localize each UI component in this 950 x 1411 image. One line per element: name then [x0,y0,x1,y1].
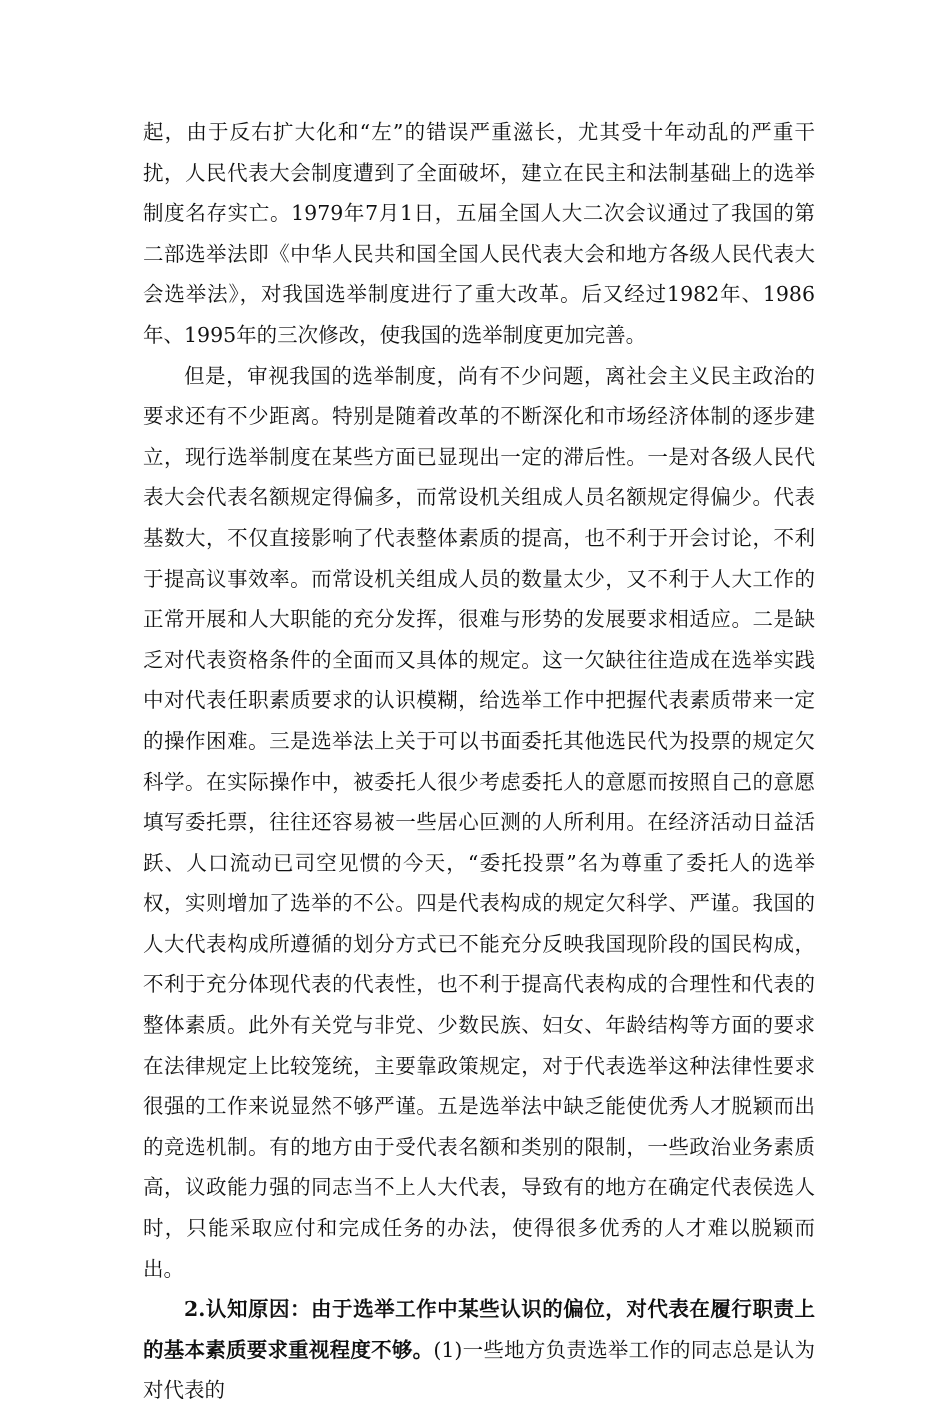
document-body [143,112,815,1411]
paragraph-3 [143,1289,815,1411]
section-heading: 2.认知原因：由于选举工作中某些认识的偏位，对代表在履行职责上的基本素质要求重视程度不够。 [143,1297,815,1362]
paragraph-3-text: (1)一些地方负责选举工作的同志总是认为对代表的 [143,1337,815,1403]
paragraph-2: 但是，审视我国的选举制度，尚有不少问题，离社会主义民主政治的要求还有不少距离。特别是随着改革的不断深化和市场经济体制的逐步建立，现行选举制度在某些方面已显现出一定的滞后性。一是对各级人民代表大会代表名额规定得偏多，而常设机关组成人员名额规定得偏少。代表基数大，不仅直接影响了代表整体素质的提高，也不利于开会讨论，不利于提高议事效率。而常设机关组成人员的数量太少，又不利于人大工作的正常开展和人大职能的充分发挥，很难与形势的发展要求相适应。二是缺乏对代表资格条件的全面而又具体的规定。这一欠缺往往造成在选举实践中对代表任职素质要求的认识模糊，给选举工作中把握代表素质带来一定的操作困难。三是选举法上关于可以书面委托其他选民代为投票的规定欠科学。在实际操作中，被委托人很少考虑委托人的意愿而按照自己的意愿填写委托票，往往还容易被一些居心叵测的人所利用。在经济活动日益活跃、人口流动已司空见惯的今天，“委托投票”名为尊重了委托人的选举权，实则增加了选举的不公。四是代表构成的规定欠科学、严谨。我国的人大代表构成所遵循的划分方式已不能充分反映我国现阶段的国民构成，不利于充分体现代表的代表性，也不利于提高代表构成的合理性和代表的整体素质。此外有关党与非党、少数民族、妇女、年龄结构等方面的要求在法律规定上比较笼统，主要靠政策规定，对于代表选举这种法律性要求很强的工作来说显然不够严谨。五是选举法中缺乏能使优秀人才脱颖而出的竞选机制。有的地方由于受代表名额和类别的限制，一些政治业务素质高，议政能力强的同志当不上人大代表，导致有的地方在确定代表侯选人时，只能采取应付和完成任务的办法，使得很多优秀的人才难以脱颖而出。 [143,363,815,1281]
paragraph-1: 起，由于反右扩大化和“左”的错误严重滋长，尤其受十年动乱的严重干扰，人民代表大会制度遭到了全面破坏，建立在民主和法制基础上的选举制度名存实亡。1979年7月1日，五届全国人大二次会议通过了我国的第二部选举法即《中华人民共和国全国人民代表大会和地方各级人民代表大会选举法》，对我国选举制度进行了重大改革。后又经过1982年、1986年、1995年的三次修改，使我国的选举制度更加完善。 [143,120,815,347]
